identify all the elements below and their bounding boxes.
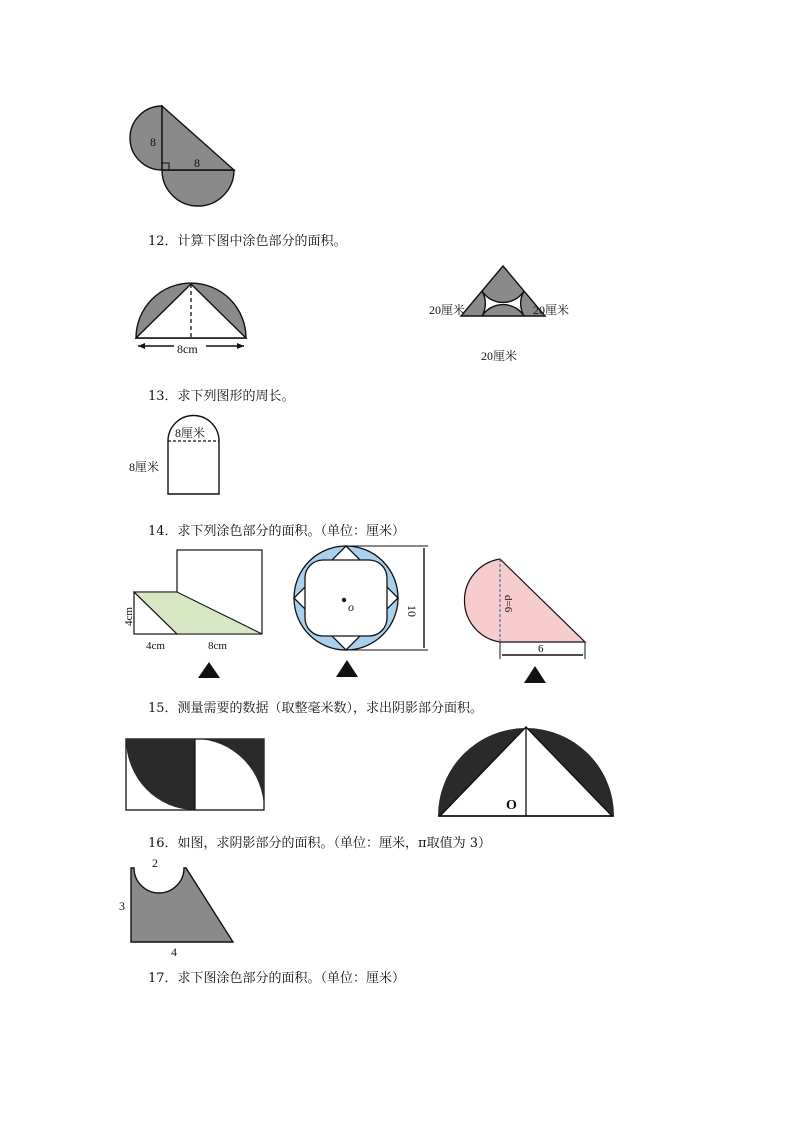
question-14: 14．求下列涂色部分的面积。（单位：厘米）	[148, 524, 406, 539]
label-width: 8cm	[177, 342, 198, 356]
label-base: 6	[538, 643, 544, 655]
figure-16	[115, 855, 245, 960]
label-vertical: 8	[150, 135, 156, 149]
center-point	[342, 598, 346, 602]
question-17: 17．求下图涂色部分的面积。（单位：厘米）	[148, 971, 406, 986]
question-13: 13．求下列图形的周长。	[148, 389, 295, 404]
triangle-marker	[336, 660, 358, 677]
label-left: 8厘米	[129, 460, 160, 474]
label-bottom-side: 20厘米	[481, 349, 518, 363]
pink-shape	[464, 559, 585, 642]
label-diameter: d=6	[502, 595, 514, 613]
trapezoid-shaded	[131, 868, 233, 942]
triangle-marker	[198, 662, 220, 678]
label-left-side: 20厘米	[429, 303, 466, 317]
triangle-marker	[524, 666, 546, 683]
label-bottom: 4	[171, 945, 177, 959]
arrowhead-right	[237, 343, 244, 349]
semicircle-bottom	[162, 170, 234, 206]
label-left: 4cm	[123, 607, 135, 626]
inner-rounded-square	[305, 560, 387, 636]
figure-12a	[130, 280, 250, 360]
label-horizontal: 8	[194, 156, 200, 170]
figure-14c	[455, 555, 595, 685]
figure-14b	[290, 545, 435, 685]
figure-12b	[425, 262, 585, 367]
figure-15b	[435, 722, 617, 820]
semicircle-left	[130, 106, 162, 170]
label-bottom-right: 8cm	[208, 640, 227, 652]
label-center: O	[506, 798, 517, 813]
label-left: 3	[119, 899, 125, 913]
figure-11	[120, 98, 250, 218]
figure-14a	[118, 548, 268, 683]
label-top: 2	[152, 856, 158, 870]
label-center: o	[348, 600, 354, 614]
label-right-side: 20厘米	[533, 303, 570, 317]
label-bottom-left: 4cm	[146, 640, 165, 652]
label-top: 8厘米	[175, 426, 206, 440]
label-diameter: 10	[405, 605, 419, 617]
figure-13	[125, 415, 225, 497]
question-15: 15．测量需要的数据（取整毫米数），求出阴影部分面积。	[148, 701, 484, 716]
question-12: 12．计算下图中涂色部分的面积。	[148, 234, 347, 249]
figure-15a	[122, 735, 268, 815]
question-16: 16．如图，求阴影部分的面积。（单位：厘米，π取值为 3）	[148, 836, 491, 851]
arrowhead-left	[138, 343, 145, 349]
